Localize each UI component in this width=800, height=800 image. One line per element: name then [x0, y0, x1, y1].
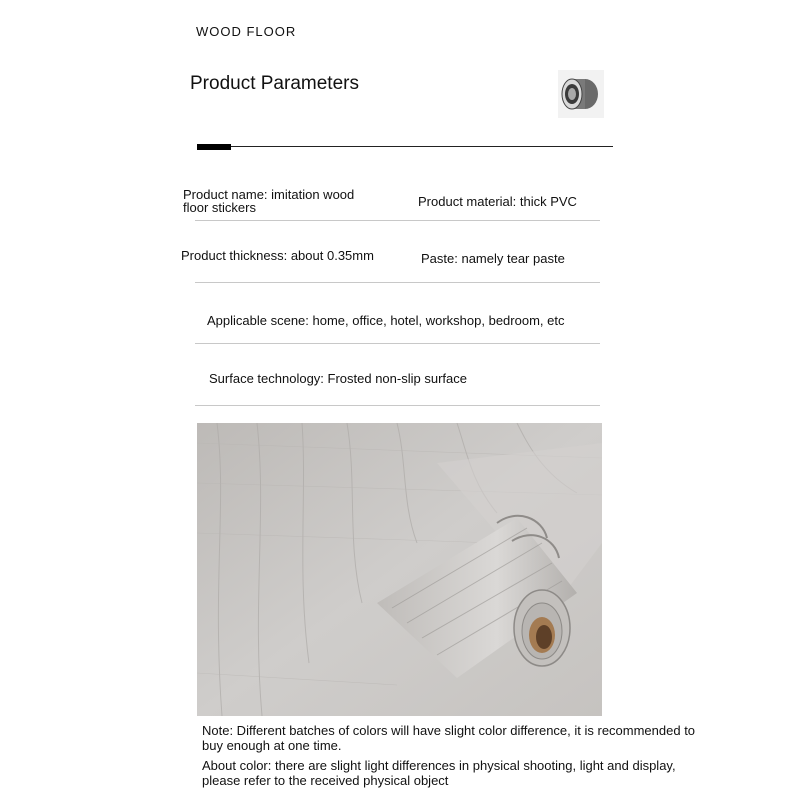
- note-about-color: [202, 758, 762, 788]
- page-title: Product Parameters: [190, 73, 359, 94]
- param-scene: Applicable scene: home, office, hotel, workshop, bedroom, etc: [207, 313, 565, 328]
- row-divider: [195, 343, 600, 344]
- row-divider: [195, 405, 600, 406]
- row-divider: [195, 282, 600, 283]
- param-surface: Surface technology: Frosted non-slip surface: [209, 371, 467, 386]
- param-product-name-line1: Product name: imitation wood: [183, 187, 355, 202]
- title-divider-accent: [197, 144, 231, 150]
- brand-label: WOOD FLOOR: [196, 24, 297, 39]
- param-product-name: [183, 188, 354, 214]
- row-divider: [195, 220, 600, 221]
- roll-icon: [558, 70, 604, 118]
- param-thickness: Product thickness: about 0.35mm: [181, 248, 374, 263]
- note-color-batches-line1: Note: Different batches of colors will have slight color difference, it is recommended to: [202, 723, 696, 738]
- title-divider: [197, 146, 613, 147]
- note-about-color-line1: About color: there are slight light differences in physical shooting, light and display,: [202, 758, 676, 773]
- product-photo: [197, 423, 602, 716]
- note-color-batches: [202, 723, 762, 753]
- note-color-batches-line2: buy enough at one time.: [202, 738, 342, 753]
- param-product-name-line2: floor stickers: [183, 200, 256, 215]
- note-about-color-line2: please refer to the received physical object: [202, 773, 449, 788]
- param-paste: Paste: namely tear paste: [421, 251, 565, 266]
- param-material: Product material: thick PVC: [418, 194, 577, 209]
